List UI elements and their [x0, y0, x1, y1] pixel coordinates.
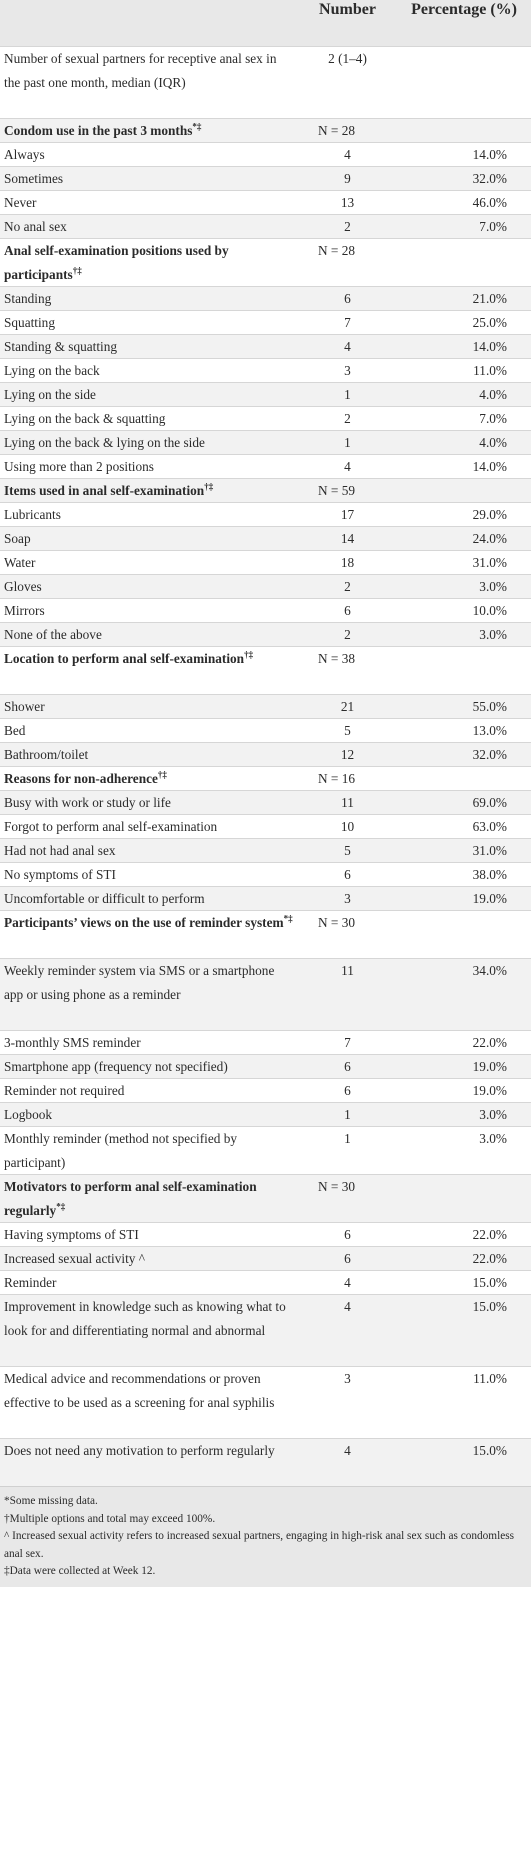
row-percentage: 7.0% — [479, 219, 507, 234]
row-percentage: 14.0% — [472, 459, 507, 474]
table-row — [0, 1126, 531, 1174]
row-label-text: Monthly reminder (method not specified by participant) — [4, 1131, 238, 1170]
row-label — [0, 1079, 300, 1103]
row-percentage: 22.0% — [472, 1035, 507, 1050]
row-percentage: 15.0% — [472, 1275, 507, 1290]
table-row — [0, 334, 531, 358]
row-number: 5 — [344, 843, 351, 858]
row-percentage: 3.0% — [479, 1131, 507, 1146]
row-number: 2 — [344, 219, 351, 234]
row-number: 6 — [344, 867, 351, 882]
row-label — [0, 575, 300, 599]
row-label — [0, 695, 300, 719]
row-label — [0, 887, 300, 911]
row-label — [0, 791, 300, 815]
table-row — [0, 1222, 531, 1246]
row-label-text: Medical advice and recommendations or proven effective to be used as a screening for anal syphilis — [4, 1371, 275, 1410]
row-percentage: 11.0% — [473, 1371, 507, 1386]
row-percentage: 15.0% — [472, 1443, 507, 1458]
row-number: 4 — [344, 339, 351, 354]
table-row — [0, 142, 531, 166]
row-label-text: Squatting — [4, 315, 55, 330]
row-number: N = 30 — [318, 915, 356, 930]
row-number: 6 — [344, 1251, 351, 1266]
table-row — [0, 1294, 531, 1366]
row-label-text: Reminder not required — [4, 1083, 125, 1098]
row-label — [0, 623, 300, 647]
table-row — [0, 742, 531, 766]
row-label-text: Improvement in knowledge such as knowing what to look for and differentiating normal and abnormal — [4, 1299, 286, 1338]
row-label — [0, 863, 300, 887]
table-footnotes — [0, 1486, 531, 1587]
row-label-text: Location to perform anal self-examination — [4, 651, 245, 666]
row-number: 4 — [344, 1299, 351, 1314]
table-row — [0, 1438, 531, 1486]
row-footnote-marker: *‡ — [56, 1201, 66, 1212]
row-percentage: 14.0% — [472, 339, 507, 354]
row-label-text: Reminder — [4, 1275, 57, 1290]
table-row — [0, 814, 531, 838]
row-label — [0, 311, 300, 335]
row-number: 18 — [340, 555, 355, 570]
row-number: 17 — [340, 507, 355, 522]
table-header — [0, 0, 531, 46]
row-percentage: 31.0% — [472, 555, 507, 570]
row-footnote-marker: †‡ — [244, 649, 254, 660]
row-label — [0, 143, 300, 167]
row-label-text: Busy with work or study or life — [4, 795, 171, 810]
row-label-text: Standing — [4, 291, 52, 306]
row-percentage: 63.0% — [472, 819, 507, 834]
row-percentage: 21.0% — [472, 291, 507, 306]
section-header-row — [0, 910, 531, 958]
row-footnote-marker: †‡ — [72, 265, 82, 276]
row-label-text: None of the above — [4, 627, 102, 642]
row-label-text: Smartphone app (frequency not specified) — [4, 1059, 228, 1074]
row-number: N = 16 — [318, 771, 356, 786]
row-label — [0, 1271, 300, 1295]
row-number: 13 — [340, 195, 355, 210]
row-percentage: 7.0% — [479, 411, 507, 426]
row-number: 2 — [344, 627, 351, 642]
table-body — [0, 46, 531, 1486]
row-number: 2 — [344, 579, 351, 594]
section-header-row — [0, 478, 531, 502]
row-label-text: Sometimes — [4, 171, 64, 186]
row-label — [0, 239, 300, 287]
row-number: 2 — [344, 411, 351, 426]
row-label-text: Logbook — [4, 1107, 53, 1122]
row-percentage: 14.0% — [472, 147, 507, 162]
row-label — [0, 1175, 300, 1223]
row-number: 5 — [344, 723, 351, 738]
row-label — [0, 167, 300, 191]
row-number: 3 — [344, 363, 351, 378]
row-percentage: 19.0% — [472, 1083, 507, 1098]
row-label-text: Always — [4, 147, 45, 162]
table-row — [0, 190, 531, 214]
table-row — [0, 694, 531, 718]
section-header-row — [0, 766, 531, 790]
table-row — [0, 502, 531, 526]
row-label — [0, 335, 300, 359]
row-percentage: 34.0% — [472, 963, 507, 978]
row-label-text: Lying on the back & lying on the side — [4, 435, 205, 450]
row-number: 1 — [344, 1107, 351, 1122]
table-row — [0, 526, 531, 550]
row-label — [0, 551, 300, 575]
row-percentage: 24.0% — [472, 531, 507, 546]
row-label-text: Reasons for non-adherence — [4, 771, 158, 786]
row-footnote-marker: †‡ — [204, 481, 214, 492]
row-footnote-marker: †‡ — [157, 769, 167, 780]
row-footnote-marker: *‡ — [192, 121, 202, 132]
row-label — [0, 839, 300, 863]
table-row — [0, 1102, 531, 1126]
row-label-text: Uncomfortable or difficult to perform — [4, 891, 205, 906]
row-percentage: 15.0% — [472, 1299, 507, 1314]
table-row — [0, 46, 531, 118]
row-label — [0, 1103, 300, 1127]
row-label-text: No anal sex — [4, 219, 67, 234]
row-label-text: Bed — [4, 723, 26, 738]
row-label — [0, 1127, 300, 1175]
row-number: 11 — [341, 963, 354, 978]
row-number: 6 — [344, 603, 351, 618]
row-number: 4 — [344, 1275, 351, 1290]
row-label — [0, 215, 300, 239]
row-number: 4 — [344, 1443, 351, 1458]
table-row — [0, 550, 531, 574]
table-row — [0, 406, 531, 430]
footnote-multiple: †Multiple options and total may exceed 100%. — [4, 1512, 216, 1525]
row-label — [0, 599, 300, 623]
row-percentage: 3.0% — [479, 627, 507, 642]
row-label-text: Gloves — [4, 579, 42, 594]
row-label-text: Bathroom/toilet — [4, 747, 89, 762]
table-row — [0, 382, 531, 406]
row-label — [0, 647, 300, 671]
row-number: 3 — [344, 891, 351, 906]
row-number: 4 — [344, 147, 351, 162]
row-percentage: 69.0% — [472, 795, 507, 810]
row-number: 1 — [344, 387, 351, 402]
row-label — [0, 47, 300, 95]
row-label-text: Water — [4, 555, 36, 570]
row-label — [0, 431, 300, 455]
row-number: 7 — [344, 315, 351, 330]
table-row — [0, 430, 531, 454]
row-number: 21 — [340, 699, 355, 714]
row-number: N = 38 — [318, 651, 356, 666]
row-number: 3 — [344, 1371, 351, 1386]
row-label — [0, 1223, 300, 1247]
row-number: 7 — [344, 1035, 351, 1050]
row-label — [0, 1295, 300, 1343]
section-header-row — [0, 238, 531, 286]
row-percentage: 22.0% — [472, 1227, 507, 1242]
row-number: 1 — [344, 1131, 351, 1146]
row-label — [0, 119, 300, 143]
row-percentage: 29.0% — [472, 507, 507, 522]
row-percentage: 31.0% — [472, 843, 507, 858]
table-row — [0, 358, 531, 382]
row-number: N = 30 — [318, 1179, 356, 1194]
row-percentage: 38.0% — [472, 867, 507, 882]
row-percentage: 32.0% — [472, 747, 507, 762]
row-percentage: 11.0% — [473, 363, 507, 378]
row-label-text: Does not need any motivation to perform regularly — [4, 1443, 275, 1458]
row-label — [0, 743, 300, 767]
row-label — [0, 455, 300, 479]
row-label — [0, 719, 300, 743]
row-number: 9 — [344, 171, 351, 186]
row-label-text: Lying on the back — [4, 363, 100, 378]
row-percentage: 3.0% — [479, 1107, 507, 1122]
table-row — [0, 1270, 531, 1294]
row-percentage: 3.0% — [479, 579, 507, 594]
row-label — [0, 911, 300, 935]
section-header-row — [0, 118, 531, 142]
header-percentage: Percentage (%) — [411, 1, 517, 18]
row-percentage: 22.0% — [472, 1251, 507, 1266]
row-label-text: Having symptoms of STI — [4, 1227, 139, 1242]
row-percentage: 46.0% — [472, 195, 507, 210]
section-header-row — [0, 646, 531, 694]
row-label-text: Motivators to perform anal self-examination regularly — [4, 1179, 257, 1218]
row-percentage: 4.0% — [479, 387, 507, 402]
row-number: 11 — [341, 795, 354, 810]
row-label — [0, 1031, 300, 1055]
row-label-text: Weekly reminder system via SMS or a smartphone app or using phone as a reminder — [4, 963, 275, 1002]
row-label — [0, 383, 300, 407]
footnote-week12: ‡Data were collected at Week 12. — [4, 1565, 156, 1577]
row-percentage: 19.0% — [472, 1059, 507, 1074]
header-number: Number — [319, 1, 376, 18]
row-label — [0, 1367, 300, 1415]
row-percentage: 4.0% — [479, 435, 507, 450]
table-row — [0, 598, 531, 622]
row-label — [0, 1247, 300, 1271]
row-label — [0, 407, 300, 431]
section-header-row — [0, 1174, 531, 1222]
table-row — [0, 1246, 531, 1270]
table-row — [0, 958, 531, 1030]
row-label-text: Condom use in the past 3 months — [4, 123, 193, 138]
row-label-text: 3-monthly SMS reminder — [4, 1035, 141, 1050]
row-label-text: Never — [4, 195, 37, 210]
row-label — [0, 959, 300, 1007]
row-label-text: Lying on the back & squatting — [4, 411, 166, 426]
row-label-text: Lying on the side — [4, 387, 96, 402]
row-label-text: Participants’ views on the use of reminder system — [4, 915, 284, 930]
table-row — [0, 718, 531, 742]
table-row — [0, 1054, 531, 1078]
row-number: 4 — [344, 459, 351, 474]
row-number: 6 — [344, 1083, 351, 1098]
row-number: 14 — [340, 531, 355, 546]
table-row — [0, 454, 531, 478]
row-label — [0, 767, 300, 791]
footnote-sexual-activity: ^ Increased sexual activity refers to increased sexual partners, engaging in high-risk anal sex such as condomless anal sex. — [4, 1530, 515, 1560]
row-number: 10 — [340, 819, 355, 834]
row-label-text: Standing & squatting — [4, 339, 118, 354]
row-number: 6 — [344, 1227, 351, 1242]
row-number: N = 59 — [318, 483, 356, 498]
row-percentage: 19.0% — [472, 891, 507, 906]
row-label — [0, 1055, 300, 1079]
row-footnote-marker: *‡ — [283, 913, 293, 924]
row-number: N = 28 — [318, 123, 356, 138]
table-row — [0, 862, 531, 886]
row-percentage: 13.0% — [472, 723, 507, 738]
row-label-text: Mirrors — [4, 603, 45, 618]
row-percentage: 55.0% — [472, 699, 507, 714]
row-percentage: 10.0% — [472, 603, 507, 618]
table-row — [0, 790, 531, 814]
row-label-text: Forgot to perform anal self-examination — [4, 819, 218, 834]
row-label-text: Using more than 2 positions — [4, 459, 154, 474]
table-row — [0, 574, 531, 598]
row-number: 1 — [344, 435, 351, 450]
table-row — [0, 166, 531, 190]
table-row — [0, 1030, 531, 1054]
row-label — [0, 479, 300, 503]
table-row — [0, 1078, 531, 1102]
row-label-text: Had not had anal sex — [4, 843, 116, 858]
row-label — [0, 359, 300, 383]
row-label-text: Items used in anal self-examination — [4, 483, 205, 498]
footnote-missing: *Some missing data. — [4, 1495, 98, 1507]
row-label — [0, 815, 300, 839]
table-row — [0, 622, 531, 646]
table-row — [0, 838, 531, 862]
row-label — [0, 1439, 300, 1463]
row-label-text: Lubricants — [4, 507, 61, 522]
row-label-text: Soap — [4, 531, 31, 546]
row-label — [0, 287, 300, 311]
row-label — [0, 503, 300, 527]
row-label-text: Anal self-examination positions used by participants — [4, 243, 229, 282]
row-label-text: No symptoms of STI — [4, 867, 116, 882]
row-number: N = 28 — [318, 243, 356, 258]
row-label-text: Increased sexual activity ^ — [4, 1251, 145, 1266]
row-number: 2 (1–4) — [328, 51, 367, 66]
row-label — [0, 527, 300, 551]
row-number: 6 — [344, 291, 351, 306]
row-label-text: Shower — [4, 699, 45, 714]
row-number: 6 — [344, 1059, 351, 1074]
row-label — [0, 191, 300, 215]
table-row — [0, 310, 531, 334]
table-row — [0, 286, 531, 310]
row-percentage: 32.0% — [472, 171, 507, 186]
row-label-text: Number of sexual partners for receptive anal sex in the past one month, median (IQR) — [4, 51, 277, 90]
table-row — [0, 886, 531, 910]
row-percentage: 25.0% — [472, 315, 507, 330]
table-row — [0, 214, 531, 238]
table-row — [0, 1366, 531, 1438]
row-number: 12 — [340, 747, 355, 762]
